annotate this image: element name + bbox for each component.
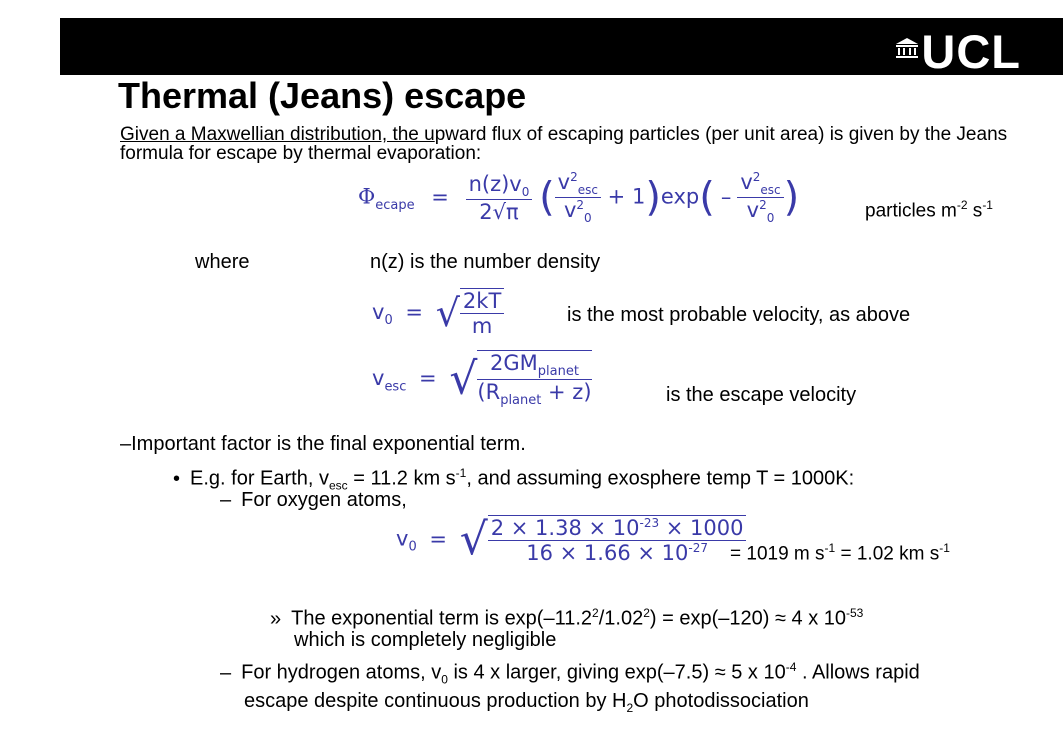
point-important-factor: –Important factor is the final exponential term. xyxy=(120,433,526,455)
v0-equation: $v_0$ = √ $\frac{2kT}{m}$ xyxy=(372,288,504,338)
portico-icon xyxy=(896,38,918,58)
v0-description: is the most probable velocity, as above xyxy=(567,304,911,326)
intro-text: Given a Maxwellian distribution, the upward flux of escaping particles (per unit area) is given by the Jeans formula for escape by thermal evaporation: xyxy=(120,124,1008,164)
nz-definition: n(z) is the number density xyxy=(370,251,601,273)
point-exponential-term: » The exponential term is $\exp(-11.2^2/1.02^2) = \exp(-120) \approx 4$ x $10^{-53}$ which is completely negligible xyxy=(270,606,864,651)
jeans-equation: $\Phi_{ecape}$ = $\frac{n(z)v_0}{2√\pi}$ ( $\frac{v^2_{esc}}{v^2_0}$ + 1)exp( – $\frac{v^2_{esc}}{v^2_0}$ ) xyxy=(358,170,800,226)
point-hydrogen: – For hydrogen atoms, $v_0$ is 4 x larger, giving exp(–7.5) ≈ 5 x $10^{-4}$ . Allows rapid escape despite continuous production by $H_2O$ photodissociation xyxy=(220,660,920,715)
point-oxygen: – For oxygen atoms, xyxy=(220,489,407,511)
slide-title: Thermal (Jeans) escape xyxy=(118,75,527,116)
point-earth-example: • E.g. for Earth, $v_{esc} = 11.2$ km $s^{-1}$, and assuming exosphere temp T = 1000K: xyxy=(173,466,855,493)
logo-text: UCL xyxy=(921,25,1021,78)
ucl-logo xyxy=(896,25,1021,78)
units-label: particles $m^{-2}$ $s^{-1}$ xyxy=(865,198,993,222)
where-label: where xyxy=(195,251,250,273)
vesc-equation: $v_{esc}$ = √ $\frac{2GM_{planet}}{(R_{planet} + z)}$ xyxy=(372,351,592,409)
vesc-description: is the escape velocity xyxy=(666,384,857,406)
oxygen-v0-equation: $v_0$ = √ $\frac{2 \times 1.38 \times 10^{-23} \times 1000}{16 \times 1.66 \times 10^{-27}}$ xyxy=(396,514,746,565)
oxygen-result: = 1019 m $s^{-1} = 1.02$ km $s^{-1}$ xyxy=(730,541,950,565)
